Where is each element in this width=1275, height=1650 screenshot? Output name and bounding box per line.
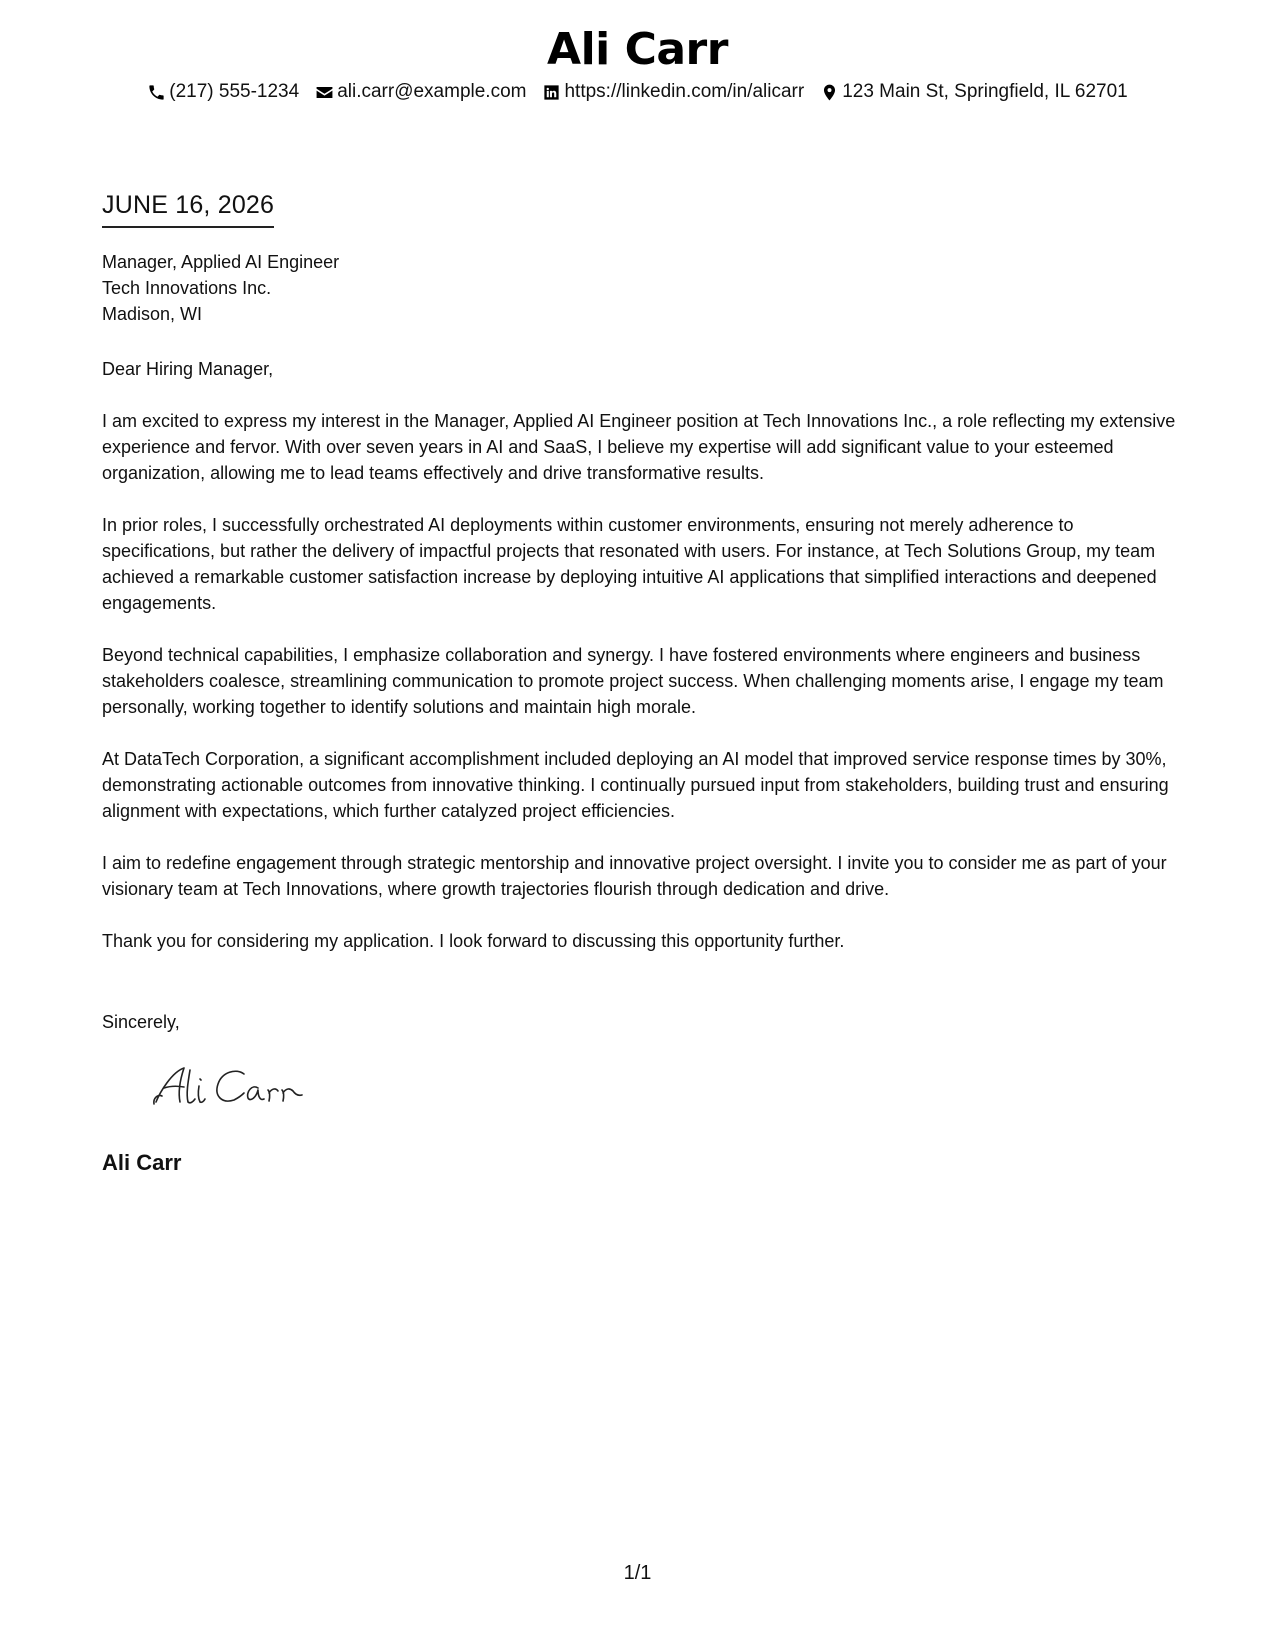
recipient-location: Madison, WI	[102, 304, 203, 324]
envelope-icon	[315, 83, 334, 102]
recipient-title: Manager, Applied AI Engineer	[102, 252, 340, 272]
body-paragraph: I aim to redefine engagement through strategic mentorship and innovative project oversight. I invite you to consider me as part of your visionary team at Tech Innovations, where growth trajectories flourish through dedication and drive.	[102, 853, 1167, 899]
linkedin-text[interactable]: https://linkedin.com/in/alicarr	[564, 81, 805, 102]
contact-info-row	[0, 80, 1275, 104]
page-number: 1/1	[623, 1562, 652, 1584]
phone-icon	[147, 83, 166, 102]
letter-body	[102, 408, 1182, 980]
linkedin-icon	[542, 83, 561, 102]
email-text[interactable]: ali.carr@example.com	[337, 81, 527, 102]
body-paragraph: In prior roles, I successfully orchestrated AI deployments within customer environments, ensuring not merely adherence to specifications, but rather the delivery of impactful projects that resonated with users. For instance, at Tech Solutions Group, my team achieved a remarkable customer satisfaction increase by deploying intuitive AI applications that simplified interactions and deepened engagements.	[102, 515, 1157, 613]
map-marker-icon	[820, 83, 839, 102]
handwritten-signature	[150, 1062, 320, 1112]
recipient-company: Tech Innovations Inc.	[102, 278, 272, 298]
contact-address	[820, 80, 1128, 104]
salutation: Dear Hiring Manager,	[102, 359, 274, 379]
letter-date: JUNE 16, 2026	[102, 190, 274, 228]
applicant-name-heading: Ali Carr	[547, 24, 728, 75]
body-paragraph: At DataTech Corporation, a significant accomplishment included deploying an AI model that improved service response times by 30%, demonstrating actionable outcomes from innovative thinking. I continually pursued input from stakeholders, building trust and ensuring alignment with expectations, which further catalyzed project efficiencies.	[102, 749, 1169, 821]
body-paragraph: Beyond technical capabilities, I emphasize collaboration and synergy. I have fostered environments where engineers and business stakeholders coalesce, streamlining communication to promote project success. When challenging moments arise, I engage my team personally, working together to identify solutions and maintain high morale.	[102, 645, 1164, 717]
contact-linkedin	[542, 80, 804, 104]
signer-name: Ali Carr	[102, 1150, 182, 1175]
body-paragraph: Thank you for considering my application. I look forward to discussing this opportunity further.	[102, 931, 845, 951]
recipient-block	[102, 249, 339, 327]
contact-email	[315, 80, 526, 104]
closing: Sincerely,	[102, 1012, 180, 1032]
address-text: 123 Main St, Springfield, IL 62701	[842, 81, 1128, 102]
contact-phone	[147, 80, 299, 104]
body-paragraph: I am excited to express my interest in the Manager, Applied AI Engineer position at Tech Innovations Inc., a role reflecting my extensive experience and fervor. With over seven years in AI and SaaS, I believe my expertise will add significant value to your esteemed organization, allowing me to lead teams effectively and drive transformative results.	[102, 411, 1176, 483]
phone-text: (217) 555-1234	[169, 81, 300, 102]
